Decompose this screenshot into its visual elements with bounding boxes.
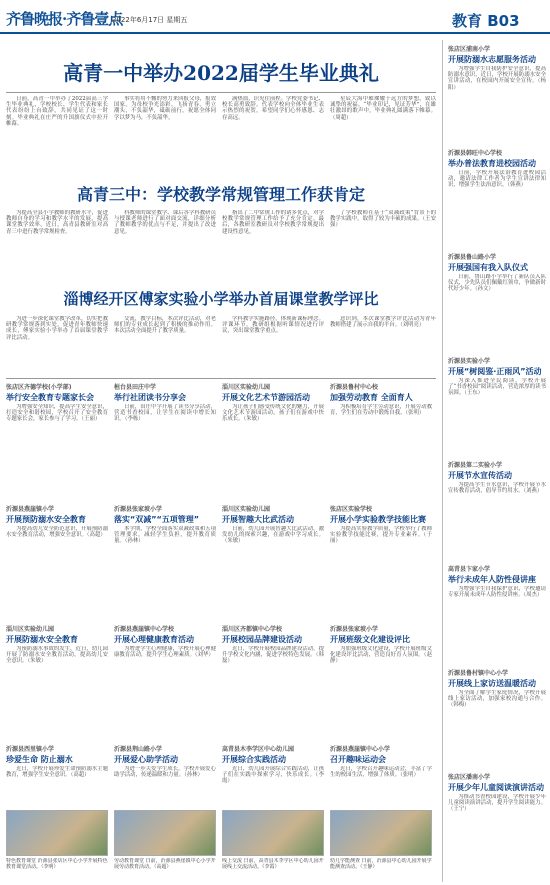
sidebar-source: 张店区浦南小学 — [448, 46, 491, 53]
lead-col-2: 事实将用不懈的努力来回报父母，报效国家。为母校争光添彩。飞扬青春，勇立潮头，不负韶华，砥砺前行，祝愿全体同学以梦为马，不负韶华。 — [114, 96, 216, 121]
section-label: 教育 B03 — [452, 12, 520, 30]
sidebar-item — [448, 44, 546, 144]
brief-body: 为增强安全知识，提高学生安全意识，打造安全和谐校园，学校召开了安全教育专题家长会，家长参与了学习。（王丽） — [6, 404, 108, 423]
brief-source: 沂源县鲁村中心校 — [330, 384, 379, 391]
sidebar-item — [448, 356, 546, 456]
third-col-1: 为进一步深化课堂教学改革，切实把教研教学常规落到实处，促进青年教师快速成长，傅家实验小学举办了首届课堂教学评比活动。 — [6, 316, 108, 341]
lead-divider — [6, 92, 436, 93]
brief-headline: 开展班级文化建设评比 — [330, 635, 410, 644]
brief-headline: 开展防溺水安全教育 — [6, 635, 78, 644]
sidebar-divider — [442, 40, 443, 882]
brief-source: 沂源县西里镇小学 — [6, 746, 55, 753]
brief-headline: 加强劳动教育 全面育人 — [330, 393, 413, 402]
brief-body: 为提高幼儿安全防范意识，开展预防溺水安全教育活动，增强安全意识。（高超） — [6, 526, 108, 539]
brief-grid-divider — [6, 378, 436, 379]
sidebar-source: 高青县卞家小学 — [448, 566, 491, 573]
brief-item — [6, 382, 108, 500]
lead-headline: 高青一中举办2022届学生毕业典礼 — [63, 61, 379, 85]
sidebar-body: 为深入推进全民阅读，学校开展了“书香校园”阅读活动，营造浓厚的读书氛围。（王东） — [448, 378, 546, 397]
brief-headline: 珍爱生命 防止溺水 — [6, 755, 73, 764]
sidebar-headline: 举办普法教育进校园活动 — [448, 159, 536, 168]
brief-item — [222, 504, 324, 622]
brief-headline: 开展综合实践活动 — [222, 755, 286, 764]
brief-source: 沂源县燕崖镇中心小学 — [330, 746, 391, 753]
brief-body: 为进一步关爱学生成长，学校开展爱心助学活动，传递温暖和力量。（孙林） — [114, 766, 216, 779]
lead-col-4: 星辰大海中璀璨耀于远方的梦想，致以诚挚的祝福。“毕业印记，见证芳华”，在雄壮激昂的歌声中，毕业典礼圆满落下帷幕。（周超） — [330, 96, 436, 121]
sidebar-source: 张店区潘南小学 — [448, 774, 491, 781]
brief-source: 沂源县张家坡小学 — [330, 626, 379, 633]
brief-headline: 开展心理健康教育活动 — [114, 635, 194, 644]
sidebar-headline: 开展少年儿童阅读演讲活动 — [448, 783, 544, 792]
photo-caption: 劳动教育课堂 日前，沂源县燕崖镇中心小学开展劳动教育活动。（高超） — [114, 858, 216, 870]
sidebar-headline: 开展节水宣传活动 — [448, 471, 512, 480]
brief-body: 为增进学生心理健康，学校开展心理健康教育活动，提升学生心理素质。（刘华） — [114, 646, 216, 659]
sidebar-headline: 开展防溺水志愿服务活动 — [448, 55, 536, 64]
brief-item — [330, 382, 432, 500]
sidebar-item — [448, 252, 546, 352]
sidebar-body: 为推动书香校园建设，学校开展少年儿童阅读演讲活动，提升学生阅读能力。（王宁） — [448, 794, 546, 813]
sidebar-item — [448, 564, 546, 664]
brief-item — [222, 624, 324, 742]
second-headline: 高青三中：学校教学常规管理工作获肯定 — [76, 185, 365, 204]
brief-item — [330, 624, 432, 742]
lead-col-3: 满热血，识见往前程。学校党委书记、校长高勇致辞，代表学校向全体毕业生表示热烈的祝贺，希望同学们心怀感恩、志存高远。 — [222, 96, 324, 121]
brief-headline: 召开趣味运动会 — [330, 755, 386, 764]
brief-item — [222, 382, 324, 500]
news-photo — [6, 810, 108, 856]
brief-source: 淄川区实验幼儿园 — [222, 384, 271, 391]
brief-headline: 举行安全教育专题家长会 — [6, 393, 94, 402]
news-photo — [114, 810, 216, 856]
sidebar-source: 沂源县实验小学 — [448, 358, 491, 365]
sidebar-headline: 开展强国有我入队仪式 — [448, 263, 528, 272]
sidebar-item — [448, 460, 546, 560]
sidebar-headline: 开展“树阅鉴·正雨风”活动 — [448, 367, 542, 376]
brief-item — [114, 382, 216, 500]
brief-headline: 举行社团读书分享会 — [114, 393, 186, 402]
sidebar-item — [448, 772, 546, 872]
brief-source: 沂源县燕崖镇中心学校 — [114, 626, 175, 633]
brief-body: 近日，幼儿园开展综合实践活动，让孩子们在实践中探索学习，快乐成长。（李霞） — [222, 766, 324, 785]
sidebar-source: 沂源县韩旺中心学校 — [448, 150, 503, 157]
brief-source: 沂源县燕崖镇小学 — [6, 506, 55, 513]
third-col-2: 交流，教学目标，本次评比活动，对老师们的专业成长起到了积极的推动作用。本次活动全面提升了教学质量。 — [114, 316, 216, 335]
brief-item — [6, 504, 108, 622]
sidebar-source: 沂源县鲁山路小学 — [448, 254, 497, 261]
sidebar-body: 日前，学校开展法治教育进校园活动，邀请法律工作者为学生宣讲法律知识，增强学生法治意识。（韩燕） — [448, 170, 546, 189]
issue-date: 2022年6月17日 星期五 — [112, 16, 188, 24]
brief-headline: 开展小学实验教学技能比赛 — [330, 515, 426, 524]
brief-headline: 落实“双减”“五项管理” — [114, 515, 200, 524]
brief-item — [114, 624, 216, 742]
sidebar-item — [448, 668, 546, 768]
brief-body: 为加强班级文化建设，学校开展班级文化建设评比活动，营造良好育人氛围。（赵静） — [330, 646, 432, 665]
lead-col-1: 日前，高青一中举办了2022届高三学生毕业典礼，学校校长、学生代表和家长代表纷纷上台致辞，共同见证了这一时刻。毕业典礼在庄严的升国旗仪式中拉开帷幕。 — [6, 96, 108, 127]
sidebar-body: 为增强学生自我防护安全意识，提高防溺水意识，近日，学校开展防溺水安全宣讲活动，在校园内开展安全宣传。（杨阳） — [448, 66, 546, 91]
brief-body: 为提高实验教学质量，学校举行了教师实验教学技能比赛，提升专业素养。（于丽） — [330, 526, 432, 545]
brief-body: 近日，学校开展校园品牌建设活动，提升学校文化内涵，促进学校特色发展。（韩磊） — [222, 646, 324, 665]
sidebar-source: 沂源县鲁村镇中心小学 — [448, 670, 509, 677]
brief-item — [330, 504, 432, 622]
brief-item — [6, 624, 108, 742]
third-col-3: 学科教学实施路径，体现新课标理念。评课环节，教研组根据听课情况进行评议，突出课堂教学重点。 — [222, 316, 324, 335]
masthead — [0, 0, 550, 34]
sidebar-headline: 举行未成年人防性侵讲座 — [448, 575, 536, 584]
photo-caption: 幼儿学能测查 日前，沂源县中心幼儿园开展学能测查活动。（王静） — [330, 858, 432, 870]
brief-source: 淄川区实验幼儿园 — [222, 506, 271, 513]
brief-body: 为积极培育学生劳动意识，开展劳动教育，学生们在劳动中锻炼自我。（张明） — [330, 404, 432, 417]
brief-source: 张店区实验学校 — [330, 506, 373, 513]
brief-body: 近日，学校召开趣味运动会，丰富了学生的校园生活，增强了体质。（张明） — [330, 766, 432, 779]
brief-source: 沂源县张家坡小学 — [114, 506, 163, 513]
second-col-2: 科教师的课堂教学、课后各学科教研员与授课老师进行了面对面交流，详细分析了教师教学的优点与不足，并提出了改进意见。 — [114, 210, 216, 235]
brief-source: 沂源县荆山路小学 — [114, 746, 163, 753]
brief-headline: 开展文化艺术节游园活动 — [222, 393, 310, 402]
brief-source: 桓台县田庄中学 — [114, 384, 157, 391]
second-col-4: 了学校教师在基于“双减政策”背景下的教学实践中，取得了较为丰硕的成果。（王安强） — [330, 210, 436, 229]
brief-source: 高青县木李学区中心幼儿园 — [222, 746, 295, 753]
newspaper-logo: 齐鲁晚报·齐鲁壹点 — [6, 10, 123, 28]
photo-caption: 线上交流 日前，高青县木李学区中心幼儿园开展线上交流活动。（李霞） — [222, 858, 324, 870]
second-col-3: 指出了二中常规工作的诸多优点，对学校教学常规管理工作给予了充分肯定。最后，各教研室教研员对学校教学常规提出建设性意见。 — [222, 210, 324, 235]
brief-source: 淄川区齐都镇中心学校 — [222, 626, 283, 633]
brief-body: 日前，田庄中学开展了读书分享活动，营造书香校园，让学生在阅读中增长知识。（李栋） — [114, 404, 216, 423]
brief-headline: 开展校园品牌建设活动 — [222, 635, 302, 644]
photo-caption: 特色教育课堂 沂源县张店区中心小学开展特色教育课堂活动。（李明） — [6, 858, 108, 870]
brief-item — [114, 504, 216, 622]
sidebar-body: 为全面了解学生家庭情况，学校开展线上家访活动，加强家校沟通与合作。（韩梅） — [448, 690, 546, 709]
second-col-1: 为提高全县小学教师的教研水平，促进教师自身的学习和教学水平的发展，提高课堂教学效率，近日，高青县教研室对高青三中进行教学常规检查。 — [6, 210, 108, 235]
sidebar-body: 日前，鲁山路小学举行了新队员入队仪式，少先队员们佩戴红领巾，争做新时代好少年。（孙文） — [448, 274, 546, 293]
brief-body: 近日，学校开展珍爱生命预防溺水主题教育，增强学生安全意识。（高超） — [6, 766, 108, 779]
sidebar-body: 为增强学生自我保护意识，学校邀请专家开展未成年人防性侵讲座。（周杰） — [448, 586, 546, 599]
brief-body: 为预防溺水事故的发生，近日，幼儿园开展了防溺水安全教育活动，提高幼儿安全意识。（朱敏） — [6, 646, 108, 665]
brief-body: 为让孩子们感受传统文化的魅力，开展文化艺术节游园活动，孩子们在游戏中快乐成长。（朱敏） — [222, 404, 324, 423]
brief-headline: 开展爱心助学活动 — [114, 755, 178, 764]
sidebar-item — [448, 148, 546, 248]
sidebar-headline: 开展线上家访送温暖活动 — [448, 679, 536, 688]
sidebar-body: 为提高学生节水意识，学校开展节水宣传教育活动，倡导节约用水。（刘燕） — [448, 482, 546, 495]
news-photo — [222, 810, 324, 856]
brief-body: 日前，幼儿园开展智趣大比武活动，激发幼儿的探索兴趣，在游戏中学习成长。（朱敏） — [222, 526, 324, 545]
brief-source: 张店区齐德学校(小学部) — [6, 384, 72, 391]
third-col-4: 意识到，本次课堂教学评比活动为青年教师搭建了展示自我的平台。（刘明亮） — [330, 316, 436, 329]
sidebar-source: 沂源县第二实验小学 — [448, 462, 503, 469]
brief-headline: 开展智趣大比武活动 — [222, 515, 294, 524]
brief-source: 淄川区实验幼儿园 — [6, 626, 55, 633]
brief-headline: 开展预防溺水安全教育 — [6, 515, 86, 524]
third-headline: 淄博经开区傅家实验小学举办首届课堂教学评比 — [63, 290, 379, 308]
brief-body: 本学期，学校全面落实双减政策和五项管理要求，减轻学生负担，提升教育质量。（孙林） — [114, 526, 216, 545]
news-photo — [330, 810, 432, 856]
